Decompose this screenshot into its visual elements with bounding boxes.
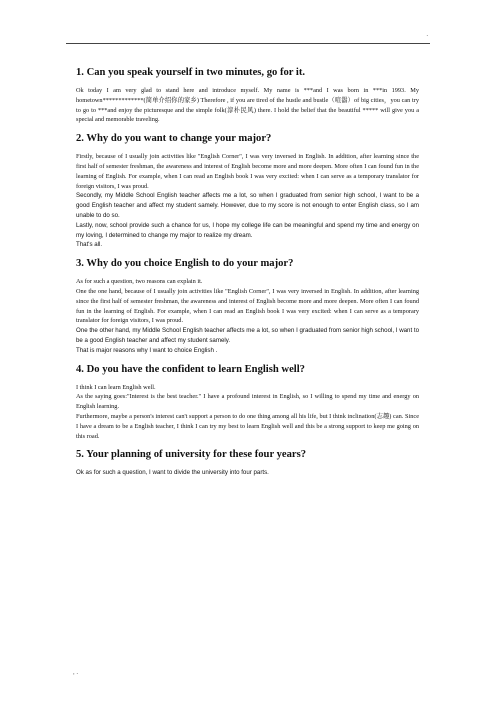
section-2-paragraph-2: Secondly, my Middle School English teacher affects me a lot, so when I graduated from senior high school, I want to be a good English teacher and affect my student samely. However, due to my score is not enough to enter English class, so I am unable to do so. [76, 192, 419, 219]
section-4-paragraph-1: I think I can learn English well. [76, 383, 156, 391]
section-3-heading: 3. Why do you choice English to do your major? [76, 258, 294, 270]
document-body [76, 60, 419, 478]
section-3-paragraph-2: One the one hand, because of I usually join activities like "English Corner", I was very inversed in English. In addition, after learning since the first half of semester freshman, the awareness and interest of English become more and more deepen. More often I can found fun in the learning of English. For example, when I can read an English book I was very excited: when I can serve as a temporary translator for foreign visitors, I was proud. [76, 287, 419, 325]
section-1-heading: 1. Can you speak yourself in two minutes, go for it. [76, 67, 306, 78]
section-4-paragraph-3: Furthermore, maybe a person's interest can't support a person to do one thing among all his life, but I think inclination(志趣) can. Since I have a dream to be a English teacher, I think I can try my best to learn English well and this be a strong support to keep me going on this road. [76, 412, 419, 440]
section-2-paragraph-4: That's all. [76, 241, 103, 249]
section-5-heading: 5. Your planning of university for these four years? [76, 449, 307, 461]
header-rule [66, 43, 430, 44]
section-2-paragraph-1: Firstly, because of I usually join activities like "English Corner", I was very inversed in English. In addition, after learning since the first half of semester freshman, the awareness and interest of English become more and more deepen. More often I can found fun in the learning of English. For example, when I can read an English book I was very excited: when I can serve as a temporary translator for foreign visitors, I was proud. [76, 153, 419, 190]
section-2-paragraph-3: Lastly, now, school provide such a chance for us, I hope my college life can be meaningful and spend my time and energy on my loving, I determined to change my major to realize my dream. [76, 221, 419, 239]
footer-mark: , . [73, 670, 79, 676]
section-4-heading: 4. Do you have the confident to learn English well? [76, 363, 305, 375]
section-5-paragraph-1: Ok as for such a question, I want to divide the university into four parts. [76, 469, 269, 477]
section-3-paragraph-3: One the other hand, my Middle School English teacher affects me a lot, so when I graduated from senior high school, I want to be a good English teacher and affect my student samely. [76, 327, 419, 344]
section-3-paragraph-4: That is major reasons why I want to choice English . [76, 346, 218, 354]
section-3-paragraph-1: As for such a question, two reasons can explain it. [76, 278, 203, 286]
section-1-paragraph-1: Ok today I am very glad to stand here and introduce myself. My name is ***and I was born in ***in 1993. My hometown*************(简单介绍你的家乡) Therefore , if you are tired of the hustle and bustle（喧嚣）of big cities，you can try to go to ***and enjoy the picturesque and the simple folk(淳朴民风) there. I hold the belief that the beautiful ***** will give you a special and memorable traveling. [76, 87, 419, 124]
header-mark: . [426, 32, 428, 38]
section-2-heading: 2. Why do you want to change your major? [76, 133, 272, 145]
section-4-paragraph-2: As the saying goes:"Interest is the best teacher." I have a profound interest in English, so I willing to spend my time and energy on English learning. [76, 393, 419, 411]
